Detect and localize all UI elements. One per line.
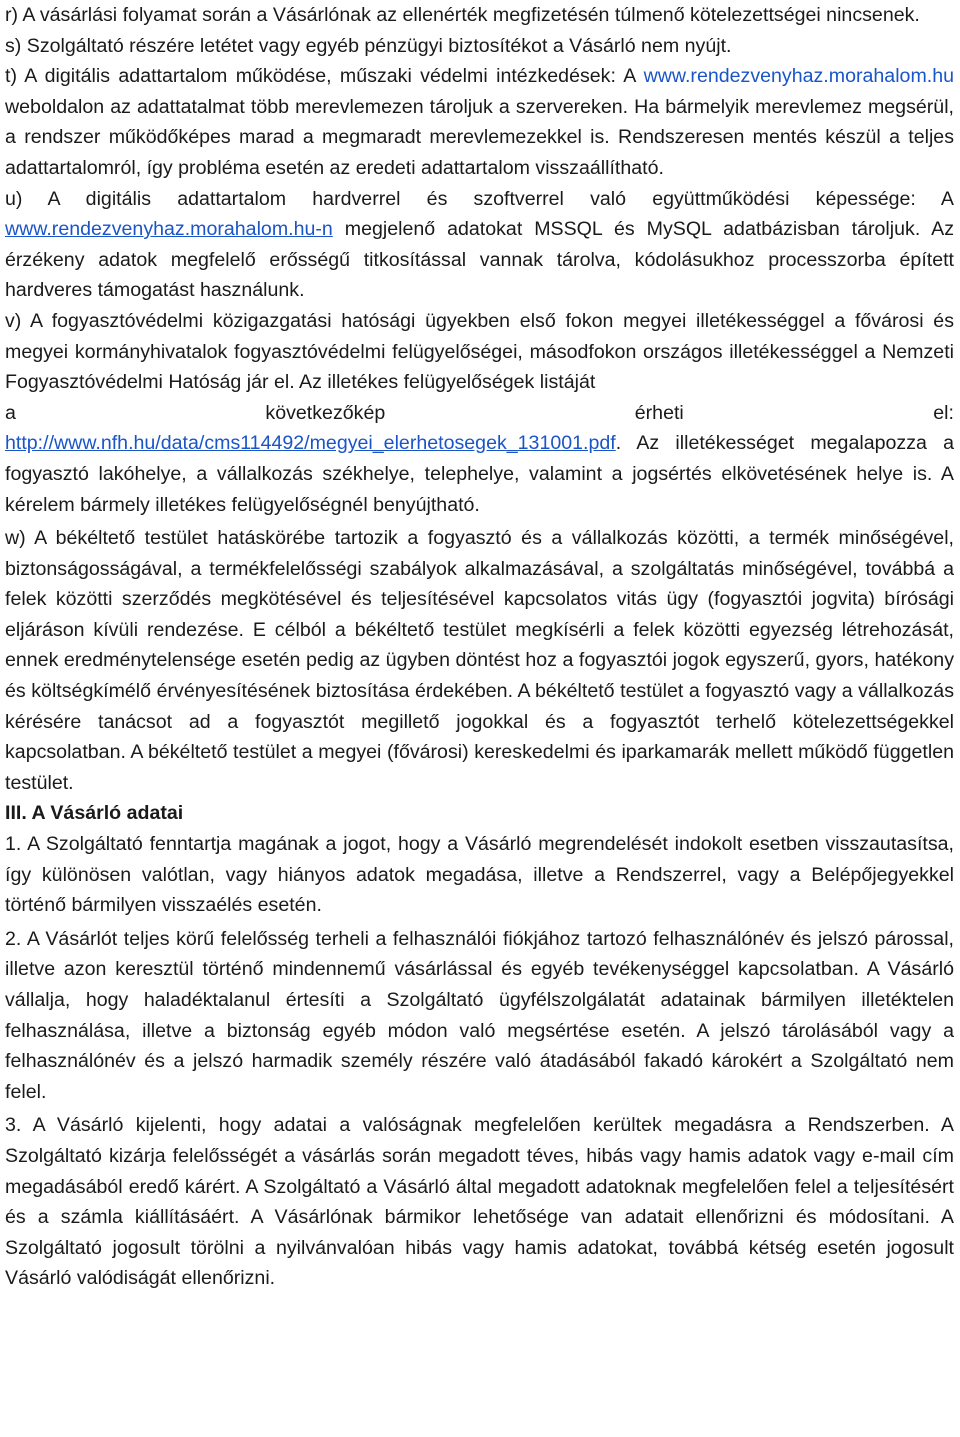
paragraph-item-3: 3. A Vásárló kijelenti, hogy adatai a valóságnak megfelelően kerültek megadásra a Rendszerben. A Szolgáltató kizárja felelősségét a vásárlás során megadott téves, hibás vagy hamis adatok vagy e-mail cím megadásából eredő kárért. A Szolgáltató a Vásárló által megadott adatoknak megfelelően felel a teljesítésért és a számla kiállításáért. A Vásárlónak bármikor lehetősége van adatait ellenőrizni és módosítani. A Szolgáltató jogosult törölni a nyilvánvalóan hibás vagy hamis adatokat, továbbá kétség esetén jogosult Vásárló valódiságát ellenőrizni. xyxy=(5,1114,954,1290)
paragraph-t xyxy=(5,61,954,183)
paragraph-r: r) A vásárlási folyamat során a Vásárlónak az ellenérték megfizetésén túlmenő kötelezettségei nincsenek. xyxy=(5,4,920,26)
paragraph-v-text-post: . Az illetékességet megalapozza a fogyasztó lakóhelye, a vállalkozás székhelye, telephelye, valamint a jogsértés elkövetésének helye is. A kérelem bármely illetékes felügyelőségnél benyújtható. xyxy=(5,432,954,516)
paragraph-u-text-post: megjelenő adatokat MSSQL és MySQL adatbázisban tároljuk. Az érzékeny adatok megfelelő erősségű titkosítással vannak tárolva, kódolásukhoz processzorba épített hardveres támogatást használunk. xyxy=(5,218,954,302)
paragraph-item-1: 1. A Szolgáltató fenntartja magának a jogot, hogy a Vásárló megrendelését indokolt esetben visszautasítsa, így különösen valótlan, vagy hiányos adatok megadása, illetve a Rendszerrel, vagy a Belépőjegyekkel történő bármilyen visszaélés esetén. xyxy=(5,833,954,917)
paragraph-item-2: 2. A Vásárlót teljes körű felelősség terheli a felhasználói fiókjához tartozó felhasználónév és jelszó párossal, illetve azon keresztül történő mindennemű vásárlással és egyéb tevékenységgel kapcsolatban. A Vásárló vállalja, hogy haladéktalanul értesíti a Szolgáltató ügyfélszolgálatát adatainak bármilyen illetéktelen felhasználása, illetve a biztonság egyéb módon való megsértése esetén. A jelszó tárolásából vagy a felhasználónév és a jelszó harmadik személy részére való átadásából fakadó károkért a Szolgáltató nem felel. xyxy=(5,927,954,1103)
paragraph-v-text-rest xyxy=(5,428,954,520)
paragraph-s: s) Szolgáltató részére letétet vagy egyéb pénzügyi biztosítékot a Vásárló nem nyújt. xyxy=(5,34,732,57)
paragraph-v-spread-line xyxy=(5,398,954,429)
spread-word: el: xyxy=(933,401,954,424)
section-heading: III. A Vásárló adatai xyxy=(5,802,184,825)
nfh-pdf-link[interactable]: http://www.nfh.hu/data/cms114492/megyei_elerhetosegek_131001.pdf xyxy=(5,432,616,455)
rendezvenyhaz-link[interactable]: www.rendezvenyhaz.morahalom.hu xyxy=(643,65,954,88)
paragraph-v xyxy=(5,306,954,520)
paragraph-u-text-pre: u) A digitális adattartalom hardverrel és szoftverrel való együttműködési képessége: A xyxy=(5,187,954,210)
paragraph-w: w) A békéltető testület hatáskörébe tartozik a fogyasztó és a vállalkozás közötti, a termék minőségével, biztonságosságával, a termékfelelősségi szabályok alkalmazásával, a szolgáltatás minőségével, továbbá a felek közötti szerződés megkötésével és teljesítésével kapcsolatos vitás ügy (fogyasztói jogvita) bírósági eljáráson kívüli rendezése. E célból a békéltető testület megkísérli a felek közötti egyezség létrehozását, ennek eredménytelensége esetén pedig az ügyben döntést hoz a fogyasztói jogok egyszerű, gyors, hatékony és költségkímélő érvényesítésének biztosítása érdekében. A békéltető testület a fogyasztó vagy a vállalkozás kérésére tanácsot ad a fogyasztót megillető jogokkal és a fogyasztót terhelő kötelezettségekkel kapcsolatban. A békéltető testület a megyei (fővárosi) kereskedelmi és iparkamarák mellett működő független testület. xyxy=(5,527,954,794)
paragraph-u xyxy=(5,184,954,306)
spread-word: érheti xyxy=(634,401,684,424)
spread-word: következőkép xyxy=(265,401,386,424)
paragraph-v-text-pre: v) A fogyasztóvédelmi közigazgatási hatósági ügyekben első fokon megyei illetékességgel a fővárosi és megyei kormányhivatalok fogyasztóvédelmi felügyelőségei, másodfokon országos illetékességgel a Nemzeti Fogyasztóvédelmi Hatóság jár el. Az illetékes felügyelőségek listáját xyxy=(5,309,954,394)
paragraph-t-text-pre: t) A digitális adattartalom működése, műszaki védelmi intézkedések: A xyxy=(5,65,644,88)
rendezvenyhaz-hu-n-link[interactable]: www.rendezvenyhaz.morahalom.hu-n xyxy=(5,218,333,241)
spread-word: a xyxy=(5,401,16,424)
paragraph-t-text-post: weboldalon az adattatalmat több merevlemezen tároljuk a szervereken. Ha bármelyik merevlemez megsérül, a rendszer működőképes marad a megmaradt merevlemezekkel is. Rendszeresen mentés készül a teljes adattartalomról, így probléma esetén az eredeti adattartalom visszaállítható. xyxy=(5,95,954,179)
